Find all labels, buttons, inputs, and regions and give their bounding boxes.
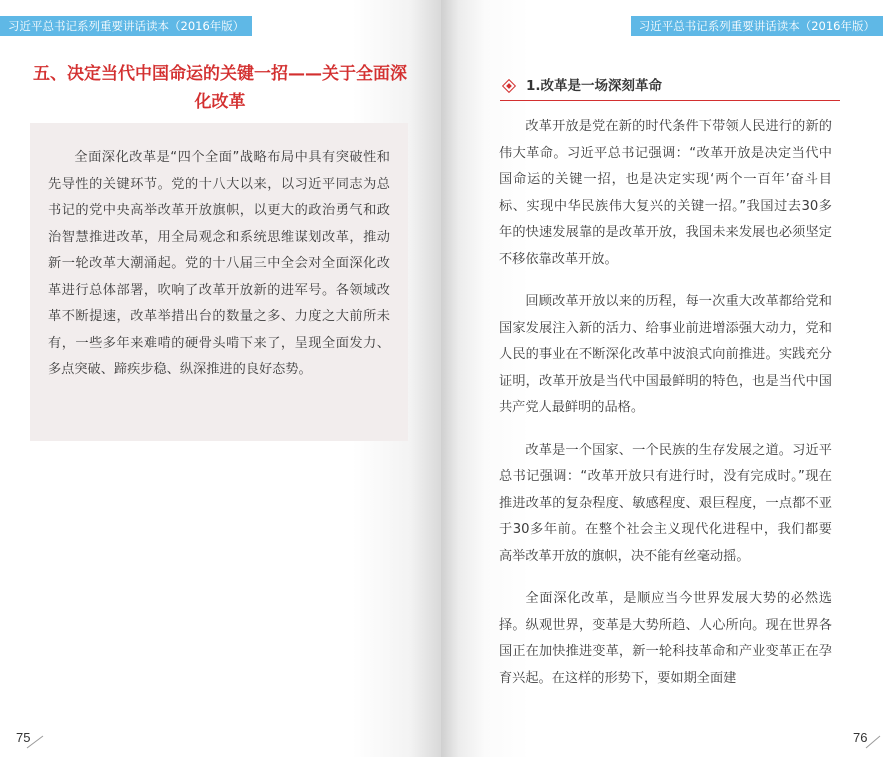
- summary-quote-text: 全面深化改革是“四个全面”战略布局中具有突破性和先导性的关键环节。党的十八大以来，以习近平同志为总书记的党中央高举改革开放旗帜，以更大的政治勇气和政治智慧推进改革，用全局观念和系统思维谋划改革，推动新一轮改革大潮涌起。党的十八届三中全会对全面深化改革进行总体部署，吹响了改革开放新的进军号。各领域改革不断提速，改革举措出台的数量之多、力度之大前所未有，一些多年来难啃的硬骨头啃下来了，呈现全面发力、多点突破、蹄疾步稳、纵深推进的良好态势。: [48, 150, 390, 377]
- chapter-title: 五、决定当代中国命运的关键一招——关于全面深化改革: [33, 64, 407, 112]
- right-header-tag: 习近平总书记系列重要讲话读本（2016年版）: [631, 16, 883, 36]
- summary-quote-box: [30, 123, 408, 441]
- body-paragraph: 全面深化改革，是顺应当今世界发展大势的必然选择。纵观世界，变革是大势所趋、人心所向。现在世界各国正在加快推进变革，新一轮科技革命和产业变革正在孕育兴起。在这样的形势下，要如期全面建: [499, 591, 832, 686]
- page-number-left: 75: [16, 730, 31, 745]
- body-text: [499, 114, 832, 708]
- diamond-bullet-icon: [502, 79, 516, 93]
- page-number-right: 76: [853, 730, 868, 745]
- left-header-tag: 习近平总书记系列重要讲话读本（2016年版）: [0, 16, 252, 36]
- page-corner-slash-icon: [26, 735, 44, 749]
- section-heading: [500, 76, 840, 101]
- body-paragraph: 改革是一个国家、一个民族的生存发展之道。习近平总书记强调：“改革开放只有进行时，没有完成时。”现在推进改革的复杂程度、敏感程度、艰巨程度，一点都不亚于30多年前。在整个社会主义现代化进程中，我们都要高举改革开放的旗帜，决不能有丝毫动摇。: [499, 442, 832, 564]
- body-paragraph: 回顾改革开放以来的历程，每一次重大改革都给党和国家发展注入新的活力、给事业前进增添强大动力，党和人民的事业在不断深化改革中波浪式向前推进。实践充分证明，改革开放是当代中国最鲜明的特色，也是当代中国共产党人最鲜明的品格。: [499, 294, 832, 415]
- section-heading-text: 1.改革是一场深刻革命: [526, 78, 663, 94]
- page-corner-slash-icon: [865, 735, 881, 749]
- body-paragraph: 改革开放是党在新的时代条件下带领人民进行的新的伟大革命。习近平总书记强调：“改革开放是决定当代中国命运的关键一招，也是决定实现‘两个一百年’奋斗目标、实现中华民族伟大复兴的关键一招。”我国过去30多年的快速发展靠的是改革开放，我国未来发展也必须坚定不移依靠改革开放。: [499, 119, 832, 267]
